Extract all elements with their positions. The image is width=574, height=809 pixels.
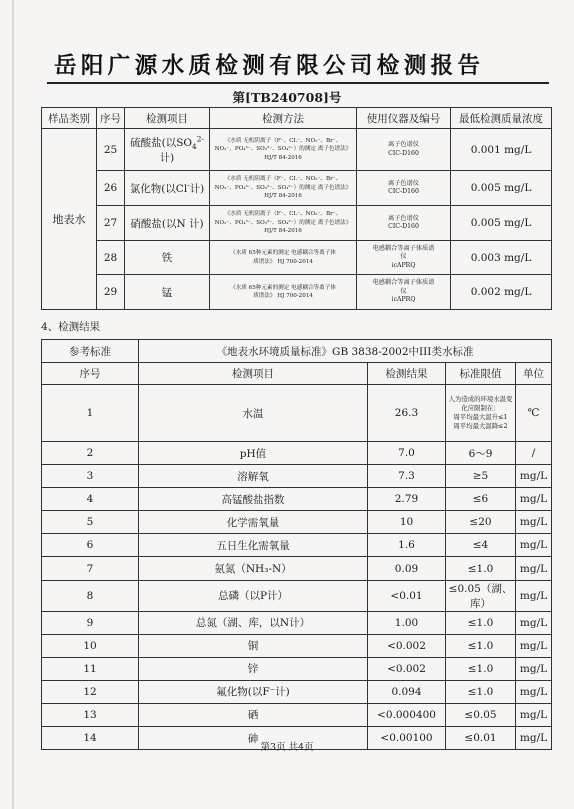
item-superscript: 2- — [196, 134, 204, 143]
item-subscript: 4 — [192, 141, 197, 151]
row-limit: ≤1.0 — [446, 634, 516, 657]
col-header: 最低检测质量浓度 — [451, 108, 552, 129]
binding-line — [12, 0, 14, 809]
col-header: 检测项目 — [125, 108, 210, 129]
row-no: 27 — [97, 206, 125, 241]
row-method — [210, 171, 357, 206]
row-item: pH值 — [139, 442, 368, 465]
row-no: 25 — [97, 129, 125, 171]
row-unit: mg/L — [516, 611, 552, 634]
method-line: HJ/T 84-2016 — [264, 193, 302, 200]
method-line: 《水质 65种元素的测定 电感耦合等离子体 — [230, 250, 336, 257]
item-text: 硝酸盐(以N 计) — [130, 217, 204, 230]
row-item: 硒 — [139, 703, 368, 726]
results-table-header — [42, 363, 552, 385]
row-item: 氟化物(以F⁻计) — [139, 680, 368, 703]
row-instrument — [357, 171, 451, 206]
company-report-title: 岳阳广源水质检测有限公司检测报告 — [54, 53, 485, 79]
method-line: HJ/T 84-2016 — [264, 154, 302, 161]
row-no: 13 — [42, 703, 139, 726]
item-superscript: - — [187, 180, 190, 189]
row-no: 8 — [42, 580, 139, 611]
table-row — [42, 465, 552, 488]
row-method — [210, 206, 357, 241]
row-limit: ≤20 — [446, 511, 516, 534]
row-no: 5 — [42, 511, 139, 534]
row-limit: ≤4 — [446, 534, 516, 557]
method-line: 质谱法》 HJ 700-2014 — [253, 258, 313, 265]
col-header: 检测方法 — [210, 108, 357, 129]
method-line: NO₃⁻、PO₄³⁻、SO₃²⁻、SO₄²⁻）的测定 离子色谱法》 — [214, 219, 352, 226]
row-result: <0.01 — [368, 580, 446, 611]
row-instrument — [357, 206, 451, 241]
method-line: 《水质 无机阴离子（F⁻、CL⁻、NO₂⁻、Br⁻、 — [224, 176, 342, 183]
title-rule — [47, 82, 549, 84]
limit-line: 周平均最大温降≤2 — [453, 422, 508, 430]
instrument-line: 离子色谱仪 — [388, 214, 419, 222]
row-limit: 0.001 mg/L — [451, 129, 552, 171]
row-limit: 0.003 mg/L — [451, 241, 552, 275]
report-number: 第[TB240708]号 — [232, 90, 342, 105]
row-result: 7.3 — [368, 465, 446, 488]
row-limit: ≤0.05 — [446, 703, 516, 726]
table-row — [42, 703, 552, 726]
instrument-line: CIC-D160 — [388, 223, 419, 230]
row-method — [210, 241, 357, 275]
col-header: 序号 — [42, 363, 139, 385]
row-item — [125, 241, 210, 275]
instrument-line: CIC-D160 — [388, 188, 419, 195]
table-row — [42, 611, 552, 634]
table-row — [42, 634, 552, 657]
row-instrument — [357, 275, 451, 310]
row-result: <0.00100 — [368, 727, 446, 750]
row-unit: mg/L — [516, 703, 552, 726]
col-header: 样品类别 — [42, 108, 97, 129]
sample-category: 地表水 — [42, 129, 97, 310]
col-header: 序号 — [97, 108, 125, 129]
row-no: 3 — [42, 465, 139, 488]
item-text: 氯化物(以Cl — [129, 182, 188, 195]
row-limit: 6～9 — [446, 442, 516, 465]
table-row — [42, 385, 552, 442]
row-result: <0.002 — [368, 634, 446, 657]
row-item: 高锰酸盐指数 — [139, 488, 368, 511]
row-unit: mg/L — [516, 557, 552, 580]
row-unit: ℃ — [516, 385, 552, 442]
limit-line: 周平均最大温升≤1 — [453, 413, 508, 421]
row-result: <0.000400 — [368, 703, 446, 726]
row-item: 砷 — [139, 727, 368, 750]
row-unit: mg/L — [516, 534, 552, 557]
row-no: 29 — [97, 275, 125, 310]
row-no: 6 — [42, 534, 139, 557]
instrument-line: CIC-D160 — [388, 149, 419, 157]
row-limit: ≤1.0 — [446, 657, 516, 680]
instrument-line: 仪 — [400, 253, 407, 261]
row-no: 14 — [42, 727, 139, 750]
row-method — [210, 129, 357, 171]
page-number: 第3页 共4页 — [260, 742, 314, 753]
method-line: 《水质 无机阴离子（F⁻、CL⁻、NO₂⁻、Br⁻、 — [224, 211, 342, 218]
instrument-line: 电感耦合等离子体质谱 — [372, 244, 435, 252]
row-result: 0.094 — [368, 680, 446, 703]
instrument-line: 离子色谱仪 — [388, 179, 419, 187]
row-no: 28 — [97, 241, 125, 275]
method-line: NO₃⁻、PO₄³⁻、SO₃²⁻、SO₄²⁻）的测定 离子色谱法》 — [214, 184, 352, 191]
limit-line: 人为造成的环境水温变 — [448, 395, 513, 403]
table-row — [42, 488, 552, 511]
row-item: 总氮（湖、库，以N计） — [139, 611, 368, 634]
table-row — [42, 206, 552, 241]
row-item: 化学需氧量 — [139, 511, 368, 534]
method-line: 质谱法》 HJ 700-2014 — [253, 293, 313, 299]
row-item — [125, 206, 210, 241]
reference-standard-row — [42, 340, 552, 363]
row-unit: mg/L — [516, 680, 552, 703]
table-row — [42, 680, 552, 703]
row-result: 1.6 — [368, 534, 446, 557]
results-table — [41, 339, 552, 750]
table-row — [42, 534, 552, 557]
col-header: 使用仪器及编号 — [357, 108, 451, 129]
reference-label: 参考标准 — [42, 340, 139, 363]
results-section-title: 4、检测结果 — [41, 321, 101, 333]
instrument-line: 仪 — [400, 287, 407, 295]
row-no: 4 — [42, 488, 139, 511]
row-unit: mg/L — [516, 657, 552, 680]
row-instrument — [357, 129, 451, 171]
row-limit: ≤6 — [446, 488, 516, 511]
row-result: <0.002 — [368, 657, 446, 680]
item-text: 硫酸盐(以SO — [130, 136, 193, 149]
row-limit: ≥5 — [446, 465, 516, 488]
row-method — [210, 275, 357, 310]
row-item: 总磷（以P计） — [139, 580, 368, 611]
row-limit: ≤0.01 — [446, 727, 516, 750]
col-header: 单位 — [516, 363, 552, 385]
method-line: HJ/T 84-2016 — [264, 228, 302, 235]
row-result: 1.00 — [368, 611, 446, 634]
row-limit — [446, 385, 516, 442]
limit-line: 化应限制在： — [461, 404, 500, 412]
row-item: 铜 — [139, 634, 368, 657]
row-result: 2.79 — [368, 488, 446, 511]
instrument-line: icAPRQ — [391, 261, 416, 269]
table-row — [42, 241, 552, 275]
row-item — [125, 171, 210, 206]
table-row — [42, 580, 552, 611]
row-unit: mg/L — [516, 580, 552, 611]
row-no: 11 — [42, 657, 139, 680]
row-unit: / — [516, 442, 552, 465]
row-limit: 0.005 mg/L — [451, 171, 552, 206]
item-text-tail: 计) — [159, 151, 175, 164]
row-unit: mg/L — [516, 511, 552, 534]
row-item: 五日生化需氧量 — [139, 534, 368, 557]
table-row — [42, 171, 552, 206]
row-instrument — [357, 241, 451, 275]
row-result: 7.0 — [368, 442, 446, 465]
method-line: 《水质 65种元素的测定 电感耦合等离子体 — [230, 284, 336, 291]
row-no: 10 — [42, 634, 139, 657]
row-limit: ≤1.0 — [446, 680, 516, 703]
row-item — [125, 275, 210, 310]
row-limit: ≤1.0 — [446, 611, 516, 634]
reference-value: 《地表水环境质量标准》GB 3838-2002中III类水标准 — [139, 340, 552, 363]
table-row — [42, 557, 552, 580]
row-item: 氨氮（NH₃-N） — [139, 557, 368, 580]
row-no: 12 — [42, 680, 139, 703]
row-result: 26.3 — [368, 385, 446, 442]
col-header: 检测结果 — [368, 363, 446, 385]
method-line: NO₃⁻、PO₄³⁻、SO₃²⁻、SO₄²⁻）的测定 离子色谱法》 — [214, 146, 352, 153]
row-item — [125, 129, 210, 171]
row-no: 26 — [97, 171, 125, 206]
row-unit: mg/L — [516, 634, 552, 657]
row-no: 7 — [42, 557, 139, 580]
row-limit: ≤0.05（湖、库） — [446, 580, 516, 611]
table-row — [42, 442, 552, 465]
col-header: 检测项目 — [139, 363, 368, 385]
row-item: 锌 — [139, 657, 368, 680]
table-row — [42, 657, 552, 680]
item-text: 铁 — [161, 252, 173, 264]
col-header: 标准限值 — [446, 363, 516, 385]
row-unit: mg/L — [516, 488, 552, 511]
row-item: 水温 — [139, 385, 368, 442]
item-text: 锰 — [161, 286, 173, 299]
methods-table — [41, 107, 552, 310]
row-no: 9 — [42, 611, 139, 634]
instrument-line: icAPRQ — [391, 296, 416, 304]
table-row — [42, 511, 552, 534]
row-no: 1 — [42, 385, 139, 442]
row-limit: 0.002 mg/L — [451, 275, 552, 310]
methods-table-header — [42, 108, 552, 129]
row-no: 2 — [42, 442, 139, 465]
table-row — [42, 275, 552, 310]
row-item: 溶解氧 — [139, 465, 368, 488]
row-limit: ≤1.0 — [446, 557, 516, 580]
instrument-line: 离子色谱仪 — [388, 141, 419, 149]
method-line: 《水质 无机阴离子（F⁻、CL⁻、NO₂⁻、Br⁻、 — [224, 137, 342, 144]
row-limit: 0.005 mg/L — [451, 206, 552, 241]
row-result: 0.09 — [368, 557, 446, 580]
row-result: 10 — [368, 511, 446, 534]
row-unit: mg/L — [516, 727, 552, 750]
table-row — [42, 129, 552, 171]
row-unit: mg/L — [516, 465, 552, 488]
item-text-tail: 计) — [189, 182, 205, 195]
instrument-line: 电感耦合等离子体质谱 — [372, 279, 435, 287]
